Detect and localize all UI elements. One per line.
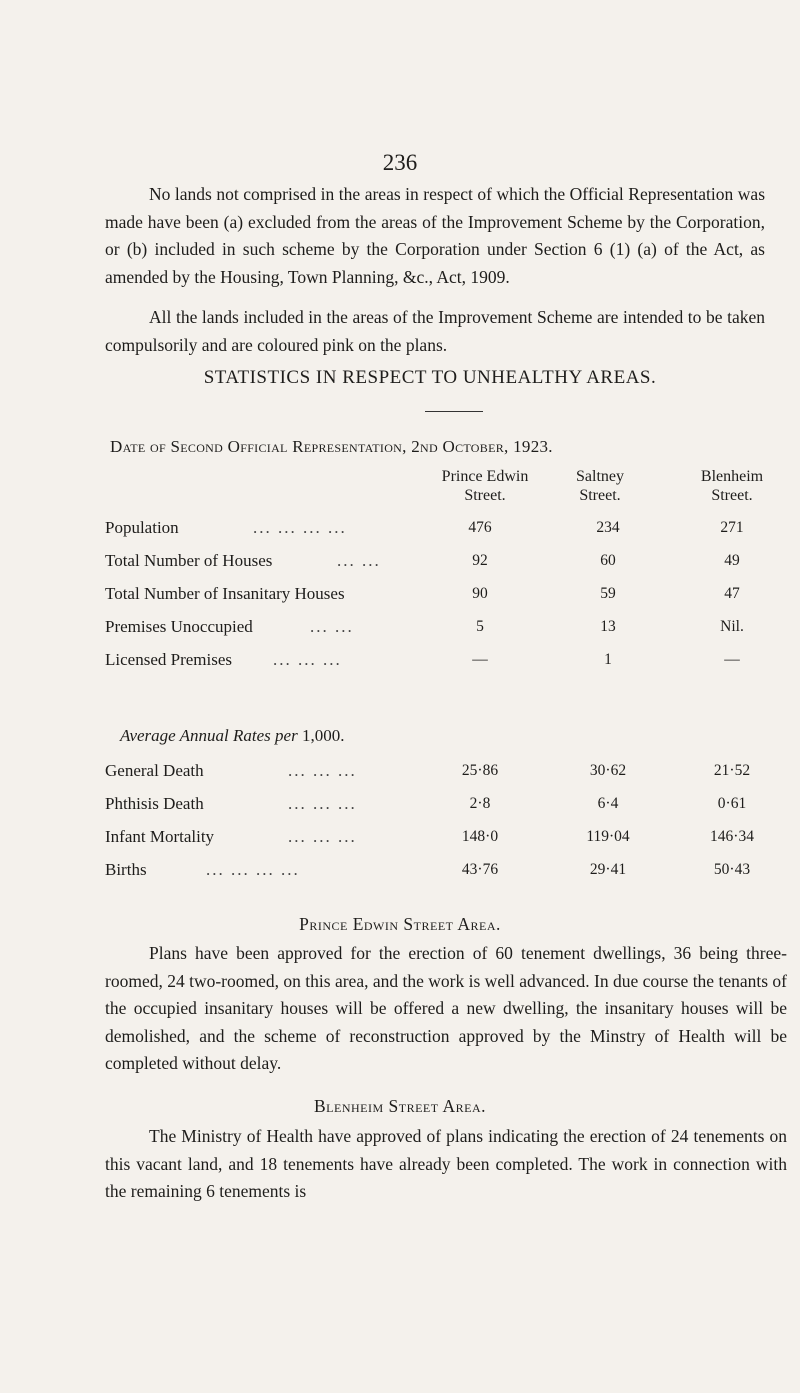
value-blenheim: 0·61	[717, 795, 747, 812]
value-saltney: 1	[604, 651, 612, 668]
row-label: Population	[105, 518, 179, 537]
value-blenheim: 49	[724, 552, 740, 569]
value-blenheim: 146·34	[710, 828, 754, 845]
row-label: Licensed Premises	[105, 650, 232, 669]
value-blenheim: Nil.	[720, 618, 744, 635]
value-saltney: 30·62	[589, 762, 627, 779]
value-saltney: 13	[600, 618, 616, 635]
value-prince-edwin: 476	[468, 519, 492, 536]
table-row	[105, 617, 795, 641]
value-saltney: 119·04	[586, 828, 630, 845]
paragraph-prince-edwin: Plans have been approved for the erection of 60 tenement dwellings, 36 being three-roomed, 24 two-roomed, on this area, and the work is well advanced. In due course the tenants of the occupied insanitary houses will be offered a new dwelling, the insanitary houses will be demolished, and the scheme of reconstruction approved by the Minstry of Health will be completed without delay.	[105, 943, 787, 1073]
leader-dots: ... ... ...	[288, 827, 357, 846]
leader-dots: ... ... ... ...	[253, 518, 347, 537]
value-prince-edwin: 43·76	[461, 861, 499, 878]
value-saltney: 60	[600, 552, 616, 569]
row-label: Total Number of Houses	[105, 551, 273, 570]
representation-date: Date of Second Official Representation, 2nd October, 1923.	[110, 437, 553, 456]
value-prince-edwin: 148·0	[461, 828, 499, 845]
value-prince-edwin: 92	[472, 552, 488, 569]
value-prince-edwin: 2·8	[469, 795, 491, 812]
divider	[425, 411, 483, 412]
leader-dots: ... ... ... ...	[206, 860, 300, 879]
column-header-saltney: Saltney Street.	[576, 468, 624, 504]
table-row	[105, 584, 795, 608]
section-title-prince-edwin: Prince Edwin Street Area.	[299, 914, 501, 934]
value-blenheim: 271	[720, 519, 744, 536]
table-row	[105, 794, 795, 818]
value-saltney: 29·41	[589, 861, 627, 878]
value-prince-edwin: 25·86	[461, 762, 499, 779]
value-blenheim: —	[724, 651, 740, 668]
table-row	[105, 551, 795, 575]
rates-heading: Average Annual Rates per 1,000.	[120, 726, 345, 745]
paragraph-blenheim: The Ministry of Health have approved of plans indicating the erection of 24 tenements on this vacant land, and 18 tenements have already been completed. The work in connection with the remaining 6 tenements is	[105, 1126, 787, 1201]
value-saltney: 59	[600, 585, 616, 602]
value-prince-edwin: —	[472, 651, 488, 668]
value-prince-edwin: 90	[472, 585, 488, 602]
value-prince-edwin: 5	[476, 618, 484, 635]
value-blenheim: 50·43	[713, 861, 751, 878]
statistics-heading: STATISTICS IN RESPECT TO UNHEALTHY AREAS.	[203, 367, 657, 388]
page-number: 236	[382, 150, 418, 175]
value-saltney: 6·4	[597, 795, 619, 812]
row-label: Premises Unoccupied	[105, 617, 253, 636]
value-blenheim: 47	[724, 585, 740, 602]
table-row	[105, 860, 795, 884]
table-row	[105, 650, 795, 674]
value-blenheim: 21·52	[713, 762, 751, 779]
leader-dots: ... ... ...	[273, 650, 342, 669]
section-title-blenheim: Blenheim Street Area.	[313, 1096, 486, 1116]
column-header-blenheim: Blenheim Street.	[700, 468, 764, 504]
row-label: Phthisis Death	[105, 794, 204, 813]
leader-dots: ... ...	[337, 551, 381, 570]
value-saltney: 234	[596, 519, 620, 536]
leader-dots: ... ... ...	[288, 761, 357, 780]
row-label: Births	[105, 860, 147, 879]
table-row	[105, 827, 795, 851]
table-row	[105, 761, 795, 785]
paragraph-compulsory-lands: All the lands included in the areas of the Improvement Scheme are intended to be taken compulsorily and are coloured pink on the plans.	[105, 307, 765, 355]
leader-dots: ... ... ...	[288, 794, 357, 813]
leader-dots: ... ...	[310, 617, 354, 636]
row-label: Infant Mortality	[105, 827, 215, 846]
column-header-prince-edwin: Prince Edwin Street.	[441, 468, 529, 504]
row-label: General Death	[105, 761, 204, 780]
table-row	[105, 518, 795, 542]
paragraph-lands-not-comprised: No lands not comprised in the areas in respect of which the Official Representation was made have been (a) excluded from the areas of the Improvement Scheme by the Corporation, or (b) included in such scheme by the Corporation under Section 6 (1) (a) of the Act, as amended by the Housing, Town Planning, &c., Act, 1909.	[105, 184, 765, 287]
row-label: Total Number of Insanitary Houses	[105, 584, 345, 603]
